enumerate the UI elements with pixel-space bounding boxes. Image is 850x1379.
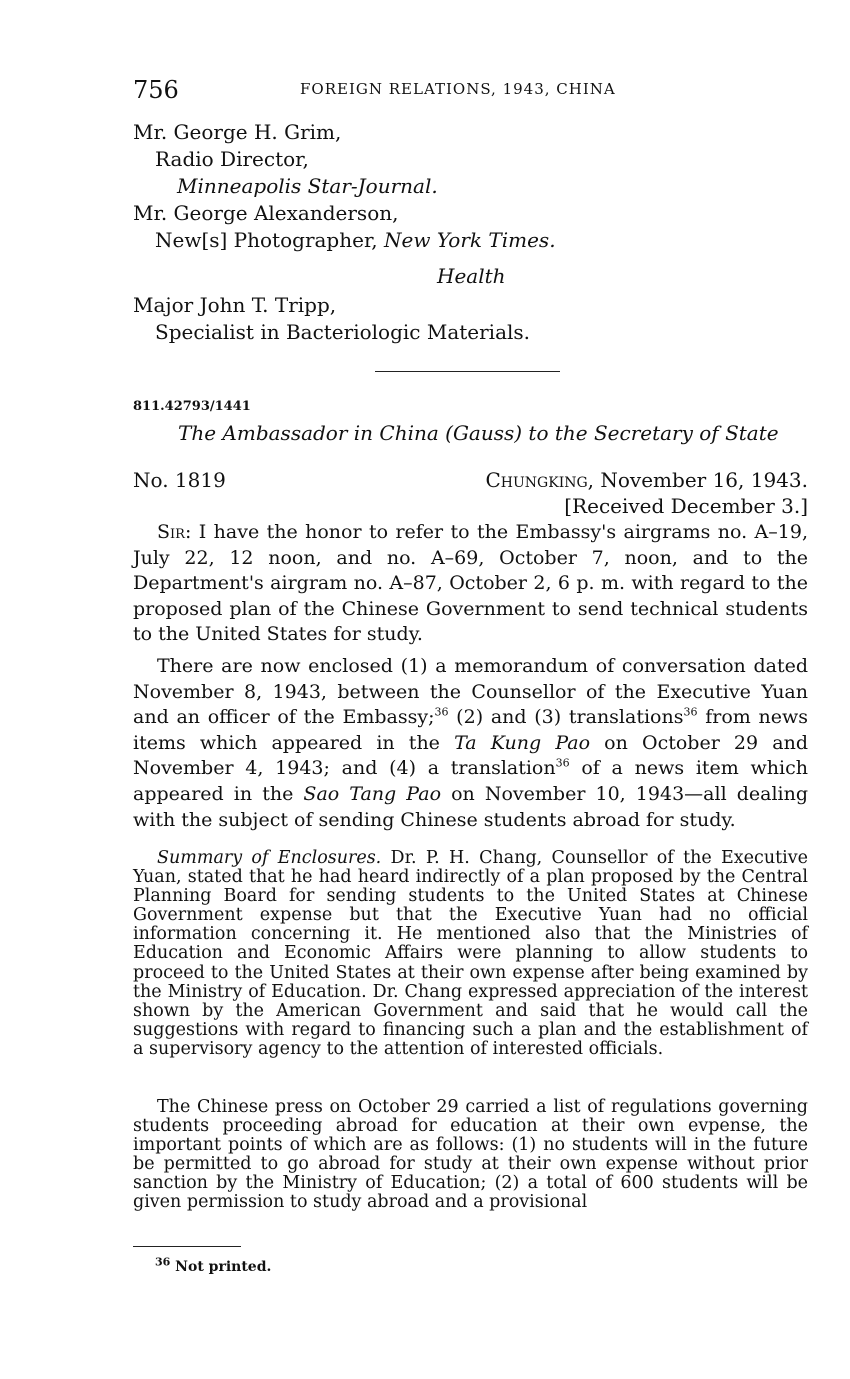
grim-name: Mr. George H. Grim, [133,120,342,144]
footnote: $^{36}$ Not printed. [155,1255,272,1275]
file-number: 811.42793/1441 [133,399,251,414]
alexanderson-name: Mr. George Alexanderson, [133,201,399,225]
footnote-divider [133,1246,241,1247]
paragraph-1: Sir: I have the honor to refer to the Embassy's airgrams no. A–19, July 22, 12 noon, and no. A–69, October 7, noon, and to the Department's airgram no. A–87, October 2, 6 p. m. with regard to the proposed plan of the Chinese Government to send technical students to the United States for study. [133,521,808,646]
document-number: No. 1819 [133,468,226,492]
tripp-title: Specialist in Bacteriologic Materials. [155,320,531,344]
grim-paper: Minneapolis Star-Journal. [177,174,438,198]
summary-lead: Summary of Enclosures. [157,848,382,868]
dateline [485,468,808,492]
footnote-ref: 36 [555,757,570,771]
tripp-name: Major John T. Tripp, [133,293,337,317]
newspaper-name: Ta Kung Pao [454,731,591,754]
salutation: Sir: [157,521,192,543]
paragraph-4: The Chinese press on October 29 carried a list of regulations governing students proceeding abroad for education at their own evpense, the important points of which are as follows: (1) no students will in the future be permitted to go abroad for study at their own expense without prior sanction by the Ministry of Education; (2) a total of 600 students will be given permission to study abroad and a provisional [133,1097,808,1213]
page-number: 756 [133,76,179,104]
paragraph-summary: Summary of Enclosures. Dr. P. H. Chang, Counsellor of the Executive Yuan, stated that he had heard indirectly of a plan proposed by the Central Planning Board for sending students to the United States at Chinese Government expense but that the Executive Yuan had no official information concerning it. He mentioned also that the Ministries of Education and Economic Affairs were planning to allow students to proceed to the United States at their own expense after being examined by the Ministry of Education. Dr. Chang expressed appreciation of the interest shown by the American Government and said that he would call the suggestions with regard to financing such a plan and the establishment of a supervisory agency to the attention of interested officials. [133,848,808,1059]
received-date: [Received December 3.] [564,494,808,518]
newspaper-name: Sao Tang Pao [303,782,442,805]
section-heading: Health [437,264,506,288]
running-title: FOREIGN RELATIONS, 1943, CHINA [300,80,616,98]
alexanderson-title: New[s] Photographer, New York Times. [155,228,556,252]
footnote-ref: 36 [434,705,449,719]
section-divider [375,371,560,372]
paragraph-2: There are now enclosed (1) a memorandum of conversation dated November 8, 1943, between the Counsellor of the Executive Yuan and an officer of the Embassy;$^{36}$ (2) and (3) translations$^{36}$ from news items which appeared in the Ta Kung Pao on October 29 and November 4, 1943; and (4) a translation$^{36}$ of a news item which appeared in the Sao Tang Pao on November 10, 1943—all dealing with the subject of sending Chinese students abroad for study. [133,655,809,831]
footnote-number: 36 [155,1255,171,1269]
document-heading: The Ambassador in China (Gauss) to the Secretary of State [178,421,779,445]
grim-title: Radio Director, [155,147,309,171]
date: November 16, 1943. [594,468,808,492]
place: Chungking, [485,468,595,492]
footnote-ref: 36 [683,705,698,719]
alexanderson-paper: New York Times. [384,228,556,252]
